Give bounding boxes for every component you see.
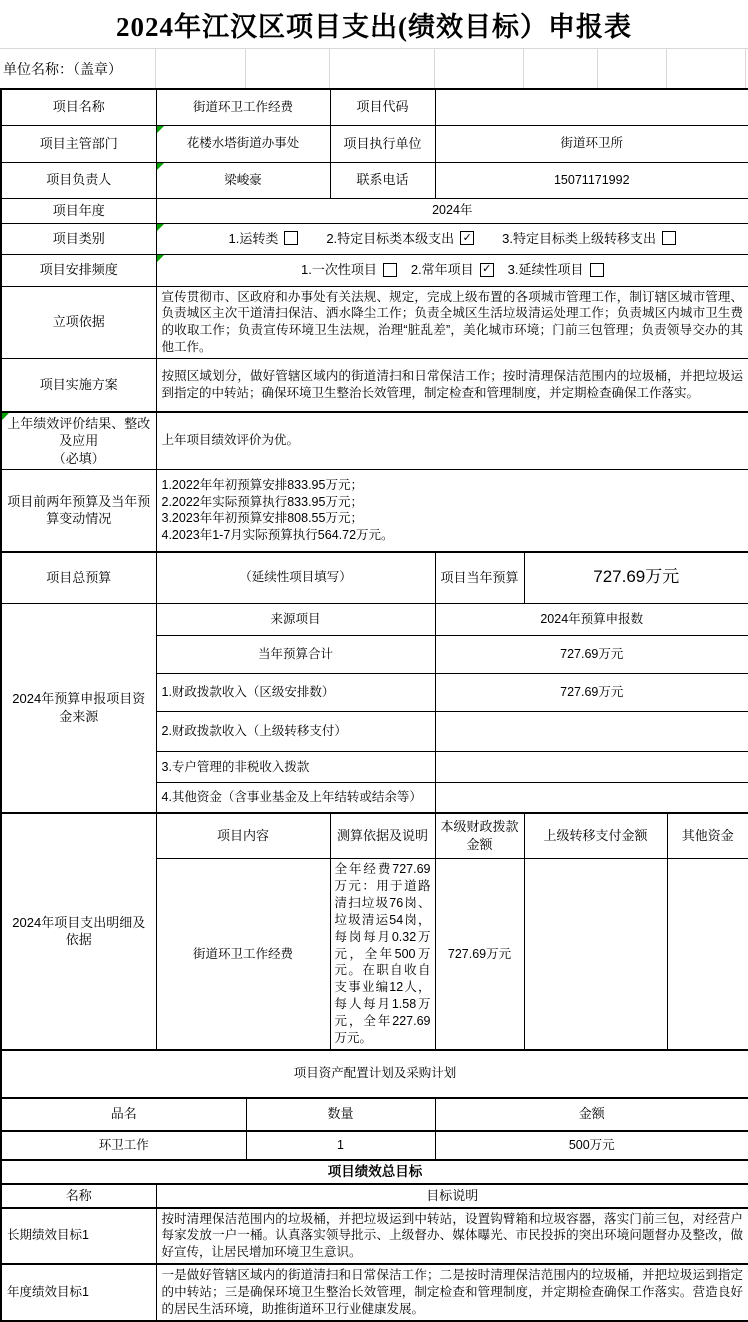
checkbox-option-label: 1.运转类	[228, 230, 279, 246]
grid-line	[329, 49, 330, 88]
funding-row-value: 2024年预算申报数	[435, 604, 748, 636]
funding-row-value: 727.69万元	[435, 674, 748, 712]
performance-row-desc: 按时清理保洁范围内的垃圾桶，并把垃圾运到中转站，设置钩臂箱和垃圾容器，落实门前三包，对经营户每家发放一户一桶。认真落实领导批示、上级督办、媒体曝光、市民投拆的突出环境问题督办及整改，做好宣传，让居民增加环境卫生意识。	[156, 1208, 748, 1265]
asset-header-qty: 数量	[246, 1098, 435, 1131]
total-budget-note: （延续性项目填写）	[156, 552, 435, 604]
asset-plan-title: 项目资产配置计划及采购计划	[1, 1050, 748, 1098]
performance-row-name: 长期绩效目标1	[1, 1208, 156, 1265]
project-code-label: 项目代码	[330, 89, 435, 125]
grid-line	[245, 49, 246, 88]
prev-budget-text	[156, 470, 748, 552]
checkbox-option	[508, 261, 604, 279]
checkbox-empty-icon[interactable]	[590, 263, 604, 277]
detail-section-label: 2024年项目支出明细及依据	[1, 813, 156, 1050]
dept-text: 花楼水塔街道办事处	[186, 136, 300, 151]
funding-row-name: 4.其他资金（含事业基金及上年结转或结余等）	[156, 783, 435, 813]
detail-row-local: 727.69万元	[435, 859, 524, 1050]
basis-label: 立项依据	[1, 286, 156, 359]
prev-budget-line: 1.2022年年初预算安排833.95万元；	[161, 477, 363, 492]
exec-unit-label: 项目执行单位	[330, 125, 435, 162]
funding-row-name: 来源项目	[156, 604, 435, 636]
checkbox-empty-icon[interactable]	[662, 231, 676, 245]
year-label: 项目年度	[1, 198, 156, 223]
current-budget-label: 项目当年预算	[435, 552, 524, 604]
asset-row-amount: 500万元	[435, 1131, 748, 1160]
category-options	[156, 223, 748, 254]
unit-name-label: 单位名称：（盖章）	[3, 60, 122, 77]
checkbox-empty-icon[interactable]	[284, 231, 298, 245]
performance-header-name: 名称	[1, 1184, 156, 1208]
checkbox-option-label: 3.特定目标类上级转移支出	[502, 230, 657, 246]
detail-header-local: 本级财政拨款金额	[435, 813, 524, 859]
funding-row-value	[435, 783, 748, 813]
leader-label: 项目负责人	[1, 162, 156, 198]
grid-line	[155, 49, 156, 88]
performance-header-desc: 目标说明	[156, 1184, 748, 1208]
prev-budget-line: 4.2023年1-7月实际预算执行564.72万元。	[161, 528, 394, 543]
frequency-options	[156, 254, 748, 286]
exec-unit-value: 街道环卫所	[435, 125, 748, 162]
eval-label-line1: 上年绩效评价结果、整改及应用	[7, 415, 151, 449]
comment-marker-icon	[2, 413, 9, 420]
funding-row-name: 1.财政拨款收入（区级安排数）	[156, 674, 435, 712]
grid-line	[434, 49, 435, 88]
funding-row-name: 3.专户管理的非税收入拨款	[156, 752, 435, 783]
funding-row-value	[435, 752, 748, 783]
current-budget-value: 727.69万元	[524, 552, 748, 604]
grid-line	[666, 49, 667, 88]
form-table	[0, 88, 748, 1322]
comment-marker-icon	[157, 255, 164, 262]
unit-name-row	[0, 48, 748, 88]
grid-line	[523, 49, 524, 88]
detail-row-other	[667, 859, 748, 1050]
checkbox-option-label: 2.常年项目	[410, 262, 474, 278]
frequency-options-group	[161, 261, 745, 279]
asset-row-name: 环卫工作	[1, 1131, 246, 1160]
frequency-label: 项目安排频度	[1, 254, 156, 286]
funding-section-label: 2024年预算申报项目资金来源	[1, 604, 156, 813]
detail-row-transfer	[524, 859, 667, 1050]
project-name-value: 街道环卫工作经费	[156, 89, 330, 125]
checkbox-option-label: 3.延续性项目	[507, 262, 584, 278]
basis-text: 宣传贯彻市、区政府和办事处有关法规、规定，完成上级布置的各项城市管理工作，制订辖区城市管理、负责城区主次干道清扫保洁、洒水降尘工作；负责全城区生活垃圾清运处理工作；负责城区内城市卫生费的收取工作；负责宣传环境卫生法规，治理“脏乱差”，美化城市环境；门前三包管理；负责领导交办的其他工作。	[156, 286, 748, 359]
checkbox-option-label: 1.一次性项目	[300, 262, 377, 278]
detail-header-transfer: 上级转移支付金额	[524, 813, 667, 859]
dept-value	[156, 125, 330, 162]
performance-row-name: 年度绩效目标1	[1, 1264, 156, 1321]
checkbox-checked-icon[interactable]: ✓	[480, 263, 494, 277]
checkbox-option	[502, 230, 676, 248]
project-name-label: 项目名称	[1, 89, 156, 125]
prev-budget-line: 3.2023年年初预算安排808.55万元；	[161, 511, 363, 526]
checkbox-option	[228, 230, 298, 248]
year-value: 2024年	[156, 198, 748, 223]
category-options-group	[161, 230, 745, 248]
total-budget-label: 项目总预算	[1, 552, 156, 604]
funding-row-value	[435, 712, 748, 752]
prev-budget-label: 项目前两年预算及当年预算变动情况	[1, 470, 156, 552]
checkbox-empty-icon[interactable]	[383, 263, 397, 277]
leader-value	[156, 162, 330, 198]
prev-budget-line: 2.2022年实际预算执行833.95万元；	[161, 494, 363, 509]
detail-row-content: 街道环卫工作经费	[156, 859, 330, 1050]
phone-label: 联系电话	[330, 162, 435, 198]
grid-line	[597, 49, 598, 88]
phone-value: 15071171992	[435, 162, 748, 198]
checkbox-option	[301, 261, 397, 279]
eval-label	[1, 412, 156, 470]
asset-header-amount: 金额	[435, 1098, 748, 1131]
asset-header-name: 品名	[1, 1098, 246, 1131]
asset-row-qty: 1	[246, 1131, 435, 1160]
eval-text: 上年项目绩效评价为优。	[156, 412, 748, 470]
detail-header-other: 其他资金	[667, 813, 748, 859]
plan-label: 项目实施方案	[1, 359, 156, 412]
checkbox-option	[411, 261, 494, 279]
project-code-value	[435, 89, 748, 125]
comment-marker-icon	[157, 126, 164, 133]
comment-marker-icon	[157, 224, 164, 231]
detail-row-basis: 全年经费727.69万元：用于道路清扫垃圾76岗、垃圾清运54岗，每岗每月0.32万元，全年500万元。在职自收自支事业编12人，每人每月1.58万元，全年227.69万元。	[330, 859, 435, 1050]
funding-row-name: 当年预算合计	[156, 636, 435, 674]
detail-header-basis: 测算依据及说明	[330, 813, 435, 859]
checkbox-option-label: 2.特定目标类本级支出	[326, 230, 455, 246]
category-label: 项目类别	[1, 223, 156, 254]
grid-line	[745, 49, 746, 88]
eval-label-line2: （必填）	[52, 450, 105, 466]
checkbox-checked-icon[interactable]: ✓	[460, 231, 474, 245]
page-title: 2024年江汉区项目支出(绩效目标）申报表	[116, 11, 632, 42]
leader-text: 梁峻豪	[224, 172, 262, 187]
checkbox-option	[326, 230, 474, 248]
funding-row-name: 2.财政拨款收入（上级转移支付）	[156, 712, 435, 752]
detail-header-content: 项目内容	[156, 813, 330, 859]
plan-text: 按照区域划分，做好管辖区域内的街道清扫和日常保洁工作；按时清理保洁范围内的垃圾桶，并把垃圾运到指定的中转站；确保环境卫生整治长效管理，制定检查和管理制度，并定期检查确保工作落实。	[156, 359, 748, 412]
dept-label: 项目主管部门	[1, 125, 156, 162]
comment-marker-icon	[157, 163, 164, 170]
performance-row-desc: 一是做好管辖区域内的街道清扫和日常保洁工作；二是按时清理保洁范围内的垃圾桶，并把垃圾运到指定的中转站；三是确保环境卫生整治长效管理，制定检查和管理制度，并定期检查确保工作落实。营造良好的居民生活环境，助推街道环卫行业健康发展。	[156, 1264, 748, 1321]
performance-title: 项目绩效总目标	[1, 1160, 748, 1184]
funding-row-value: 727.69万元	[435, 636, 748, 674]
